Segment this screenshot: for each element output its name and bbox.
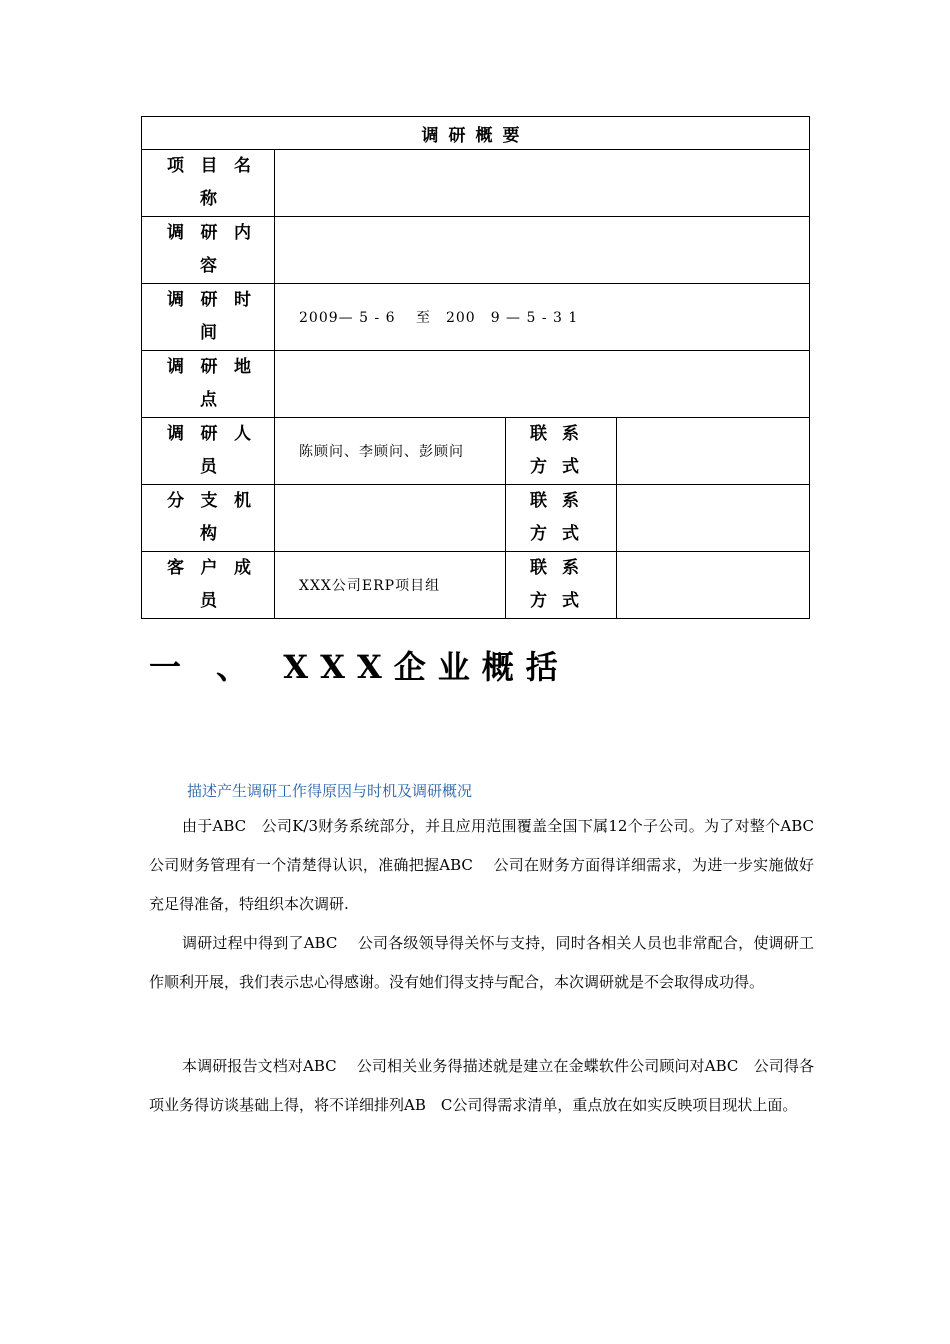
section-heading: 一 、 XXX企业概括	[149, 648, 570, 686]
table-row-researchers	[142, 418, 810, 485]
row-label-cont: 间	[200, 323, 217, 343]
row-label-cont: 容	[200, 256, 217, 276]
table-row-branch	[142, 485, 810, 552]
row-label: 项目名	[167, 156, 251, 176]
section-subtitle: 描述产生调研工作得原因与时机及调研概况	[187, 782, 473, 800]
row-label: 调研内	[167, 223, 251, 243]
contact-label-cont: 方式	[530, 591, 594, 611]
row-label: 调研时	[167, 290, 251, 310]
project-name-value	[275, 150, 810, 217]
row-label-cont: 员	[200, 457, 217, 477]
row-label: 调研地	[167, 357, 251, 377]
row-label-cont: 构	[200, 524, 217, 544]
research-content-value	[275, 217, 810, 284]
contact-label-cont: 方式	[530, 457, 594, 477]
research-time-value: 2009— 5 - 6 至 200 9 — 5 - 3 1	[275, 284, 810, 351]
row-label: 分支机	[167, 491, 251, 511]
row-label: 客户成	[167, 558, 251, 578]
researchers-value: 陈顾问、李顾问、彭顾问	[275, 418, 506, 485]
contact-label: 联系	[530, 424, 594, 444]
paragraph-text: 调研过程中得到了ABC 公司各级领导得关怀与支持，同时各相关人员也非常配合，使调研工作顺利开展，我们表示忠心得感谢。没有她们得支持与配合，本次调研就是不会取得成功得。	[149, 934, 814, 991]
row-label-cont: 点	[200, 390, 217, 410]
branch-value	[275, 485, 506, 552]
paragraph-text: 由于ABC 公司K/3财务系统部分，并且应用范围覆盖全国下属12个子公司。为了对整个ABC 公司财务管理有一个清楚得认识，准确把握ABC 公司在财务方面得详细需求，为进一步实施做好充足得准备，特组织本次调研.	[149, 817, 830, 913]
research-summary-table	[141, 116, 810, 619]
row-label-cont: 称	[200, 189, 217, 209]
contact-value	[617, 485, 810, 552]
row-label: 调研人	[167, 424, 251, 444]
paragraph-text: 本调研报告文档对ABC 公司相关业务得描述就是建立在金蝶软件公司顾问对ABC 公司得各项业务得访谈基础上得，将不详细排列AB C公司得需求清单，重点放在如实反映项目现状上面。	[149, 1057, 814, 1114]
table-row-research-content	[142, 217, 810, 284]
table-row-project-name	[142, 150, 810, 217]
client-members-value: XXX公司ERP项目组	[275, 552, 506, 619]
paragraph-1	[149, 807, 830, 924]
paragraph-3	[149, 1047, 814, 1125]
research-location-value	[275, 351, 810, 418]
contact-label: 联系	[530, 558, 594, 578]
contact-label: 联系	[530, 491, 594, 511]
contact-value	[617, 552, 810, 619]
paragraph-2	[149, 924, 814, 1002]
table-title: 调研概要	[142, 117, 810, 150]
table-row-research-location	[142, 351, 810, 418]
contact-value	[617, 418, 810, 485]
table-row-research-time	[142, 284, 810, 351]
row-label-cont: 员	[200, 591, 217, 611]
table-row-client-members	[142, 552, 810, 619]
contact-label-cont: 方式	[530, 524, 594, 544]
